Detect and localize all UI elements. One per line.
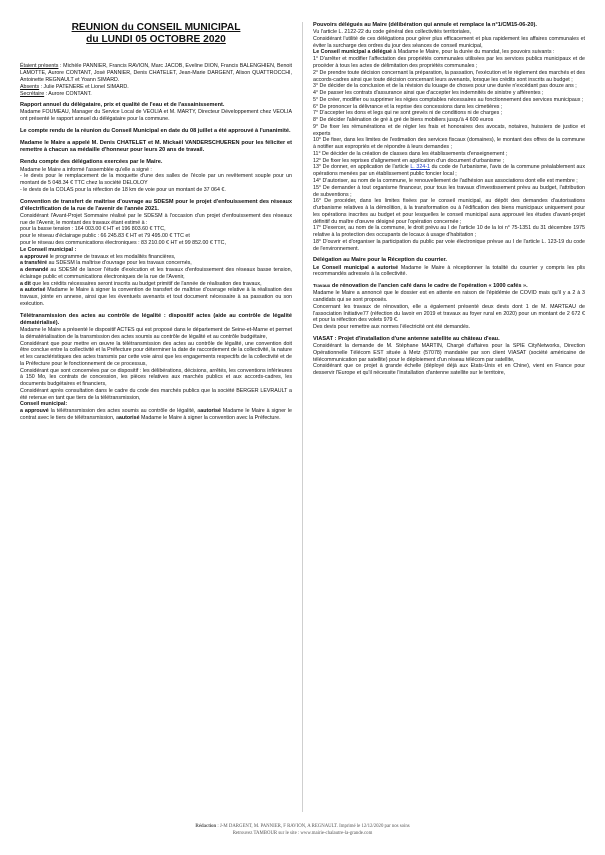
right-column: [313, 22, 585, 812]
rapport-heading: Rapport annuel du délégataire, prix et qualité de l'eau et de l'assainissement.: [20, 102, 225, 109]
pouvoir-item: 10° De fixer, dans les limites de l'estimation des services fiscaux (domaines), le montant des offres de la commune à notifier aux expropriés et de répondre à leurs demandes ;: [313, 137, 585, 151]
column-divider: [302, 22, 303, 812]
presents-label: Étaient présents: [20, 63, 59, 70]
sdesm-heading: Convention de transfert de maîtrise d'ouvrage au SDESM pour le projet d'enfouissement des réseaux d'électrification de la rue de l'avenir de l'année 2021.: [20, 198, 292, 212]
sdesm-c5-verb: a autorisé: [20, 287, 46, 294]
medaille-heading: Madame le Maire a appelé M. Denis CHATELET et M. Mickaël VANDERSCHUEREN pour les féliciter et remettre à chacun sa médaille d'honneur pour leurs 20 ans de travail.: [20, 140, 292, 154]
courrier-section: [313, 257, 585, 278]
courrier-text: Madame le Maire à réceptionner la totalité du courrier y compris les plis recommandés adressés à la collectivité.: [313, 264, 585, 278]
page-title: [20, 22, 292, 45]
courrier-bold: Le Conseil municipal a autorisé: [313, 264, 399, 271]
document-page: [20, 22, 585, 812]
pouvoir-item: 6° De prononcer la délivrance et la reprise des concessions dans les cimetières ;: [313, 103, 503, 110]
teletransmission-p4: Considérant après consultation dans le cadre du code des marchés publics que la société BERGER LEVRAULT a été retenue en tant que tiers de la télétransmission,: [20, 387, 292, 401]
absents-label: Absents: [20, 83, 40, 90]
teletransmission-c3-text: Madame le Maire à signer la convention avec la Préfecture.: [139, 414, 281, 421]
pouvoirs-p1: Vu l'article L. 2122-22 du code général des collectivités territoriales,: [313, 29, 472, 36]
viasat-heading: VIASAT : Projet d'installation d'une antenne satellite au château d'eau.: [313, 335, 500, 342]
sdesm-line-3: pour le réseau des communications électroniques : 83 210.00 € HT et 99 852.00 € TTC,: [20, 240, 226, 247]
pouvoir-item: 2° De prendre toute décision concernant la préparation, la passation, l'exécution et le règlement des marchés et des accords-cadres ainsi que toute décision concernant leurs avenants, lorsque les crédits sont inscrits au budget ;: [313, 69, 585, 83]
footer-label: Rédaction: [195, 824, 217, 829]
viasat-p2: Considérant que ce projet à grande échelle (déployé déjà aux Etats-Unis et en Chine), vient en France pour desservir l'Europe et qu'il nécessite l'installation d'antenne satellite sur le territoire,: [313, 363, 585, 377]
sdesm-text: Considérant l'Avant-Projet Sommaire réalisé par le SDESM à l'occasion d'un projet d'enfouissement des réseaux rue de l'Avenir, le montant des travaux étant estimé à :: [20, 212, 292, 226]
pouvoir-item: 9° De fixer les rémunérations et de régler les frais et honoraires des avocats, notaires, huissiers de justice et experts: [313, 123, 585, 137]
presents-text: : Michèle PANNIER, Francis RAVION, Marc JACOB, Eveline DION, Francis BALENGHIEN, Benoit LAMOTTE, Aurore CONTANT, José PANNIER, Denis CHATELET, Jean-Marie DARGENT, Alison QUATTROCCHI, Antoinette REGNAULT et Yoann SIMARD.: [20, 63, 292, 83]
cafe-p1: Madame le Maire a annoncé que le dossier est en attente en raison de l'épidémie de COVID mais qu'il y a 2 à 3 candidats qui se sont proposés.: [313, 290, 585, 304]
sdesm-c5-text: Madame le Maire à signer la convention de transfert de maîtrise d'ouvrage relative à la réalisation des travaux, jointe en annexe, ainsi que les éventuels avenants et tout document nécessaire à sa passation ou son exécution.: [20, 287, 292, 307]
pouvoir-item: 11° De décider de la création de classes dans les établissements d'enseignement ;: [313, 150, 508, 157]
pouvoirs-conseil-text: à Madame le Maire, pour la durée du mandat, les pouvoirs suivants :: [391, 49, 555, 56]
sdesm-conseil-label: Le Conseil municipal :: [20, 246, 77, 253]
pouvoirs-section: [313, 22, 585, 252]
article-l324-1-link[interactable]: L. 324-1: [410, 164, 430, 171]
viasat-section: [313, 336, 585, 377]
sdesm-c4-verb: a dit: [20, 280, 31, 287]
compte-rendu-heading: Le compte rendu de la réunion du Conseil Municipal en date du 08 juillet a été approuvé à l'unanimité.: [20, 127, 291, 134]
secretaire-label: Secrétaire: [20, 90, 45, 97]
delegations-heading: Rendu compte des délégations exercées par le Maire.: [20, 159, 163, 166]
pouvoir-item: 3° De décider de la conclusion et de la révision du louage de choses pour une durée n'excédant pas douze ans ;: [313, 83, 577, 90]
footer-website: Retrouvez TAMBOUR sur le site : www.mairie-chalautre-la-grande.com: [232, 831, 373, 837]
cafe-heading-small: Travaux: [313, 283, 331, 289]
teletransmission-c1-verb: a approuvé: [20, 408, 49, 415]
pouvoir-item: 5° De créer, modifier ou supprimer les régies comptables nécessaires au fonctionnement des services municipaux ;: [313, 96, 584, 103]
item13-text-a: 13° De donner, en application de l'article: [313, 164, 411, 171]
cafe-heading: de rénovation de l'ancien café dans le cadre de l'opération « 1000 cafés ».: [330, 283, 528, 290]
pouvoir-item-13: [313, 164, 585, 178]
pouvoir-item: 15° De demander à tout organisme financeur, pour tous les travaux d'investissement prévu au budget, l'attribution de subventions ;: [313, 184, 585, 198]
pouvoir-item: 7° D'accepter les dons et legs qui ne sont grevés ni de conditions ni de charges ;: [313, 110, 503, 117]
pouvoir-item: 4° De passer les contrats d'assurance ainsi que d'accepter les indemnités de sinistre y afférentes ;: [313, 90, 544, 97]
pouvoir-item: 18° D'ouvrir et d'organiser la participation du public par voie électronique prévue au I de l'article L. 123-19 du code de l'environnement.: [313, 238, 585, 252]
sdesm-c3-text: au SDESM de lancer l'étude d'exécution et les travaux d'enfouissement des réseaux basse tension, éclairage public et communications électroniques de la rue de l'Avenir,: [20, 267, 292, 280]
sdesm-section: [20, 199, 292, 308]
delegations-section: [20, 159, 292, 193]
sdesm-c3-verb: a demandé: [20, 267, 49, 274]
delegations-intro: Madame le Maire a informé l'assemblée qu'elle a signé :: [20, 166, 152, 173]
sdesm-c1-verb: a approuvé: [20, 253, 49, 260]
item13-text-b: du code de l'urbanisme, l'avis de la commune préalablement aux opérations menées par un établissement public foncier local ;: [313, 164, 585, 178]
pouvoir-item: 14° D'autoriser, au nom de la commune, le renouvellement de l'adhésion aux associations dont elle est membre ;: [313, 178, 578, 184]
title-line-1: RÉUNION du CONSEIL MUNICIPAL: [71, 22, 241, 33]
title-line-2: du LUNDI 05 OCTOBRE 2020: [86, 33, 226, 45]
teletransmission-p1: Madame le Maire a présenté le dispositif ACTES qui est proposé dans le département de Seine-et-Marne et permet la dématérialisation de la transmission des actes soumis au contrôle de légalité et au contrôle budgétaire,: [20, 326, 292, 340]
sdesm-c2-verb: a transféré: [20, 260, 48, 267]
footer-text: : J-M DARGENT, M. PANNIER, F RAVION, A REGNAULT. Imprimé le 12/12/2020 par nos soins: [216, 824, 410, 829]
pouvoirs-heading: Pouvoirs délégués au Maire (délibération qui annule et remplace la n°1/CM15-06-20).: [313, 22, 537, 28]
teletransmission-c2-text: Madame le Maire à signer le contrat avec le tiers de télétransmission, a: [20, 408, 292, 421]
courrier-heading: Délégation au Maire pour la Réception du courrier.: [313, 257, 447, 264]
sdesm-c4-text: que les crédits nécessaires seront inscrits au budget primitif de l'année de réalisation des travaux,: [30, 280, 262, 287]
attendance-section: [20, 63, 292, 97]
teletransmission-p3: Considérant que sont concernées par ce dispositif : les délibérations, décisions, arrêtés, les conventions inférieures à 150 Mo, les contrats de concession, les pièces relatives aux marchés publics et aux accords-cadres, les documents budgétaires et financiers,: [20, 367, 292, 388]
sdesm-line-1: pour la basse tension : 164 003.00 € HT et 196 803.60 € TTC,: [20, 226, 166, 233]
teletransmission-c2-verb: autorisé: [200, 408, 221, 415]
teletransmission-c1-text: la télétransmission des actes soumis au contrôle de légalité, a: [48, 408, 201, 415]
cafe-p2: Concernant les travaux de rénovation, elle a également présenté deux devis dont 1 de M. MARTEAU de l'association Initiative77 (réfection du lavoir en 2019 et travaux au foyer rural en 2020) pour un montant de 2 672 € et pour la réfection des volets 979 €.: [313, 303, 585, 324]
cafe-p3: Des devis pour remettre aux normes l'électricité ont été demandés.: [313, 324, 471, 331]
pouvoir-item: 1° D'arrêter et modifier l'affectation des propriétés communales utilisées par les services publics municipaux et de procéder à tous les actes de délimitation des propriétés communales ;: [313, 56, 585, 69]
rapport-text: Madame FOUMEAU, Manager du Service Local de VEOLIA et M. MARTY, Directeur Développement chez VEOLIA ont présenté le rapport annuel du délégataire pour la commune.: [20, 109, 292, 123]
rapport-section: [20, 102, 292, 123]
delegations-item-1: - le devis pour le remplacement de la moquette d'une des salles de l'école par un revêtement souple pour un montant de 5 048.34 € TTC chez la société DELOLOY: [20, 173, 292, 187]
cafe-section: [313, 283, 585, 331]
medaille-section: [20, 140, 292, 154]
pouvoir-item: 12° De fixer les reprises d'alignement en application d'un document d'urbanisme ;: [313, 157, 504, 164]
sdesm-c2-text: au SDESM la maîtrise d'ouvrage pour les travaux concernés,: [47, 260, 192, 267]
pouvoir-item: 17° D'exercer, au nom de la commune, le droit prévu au I de l'article 10 de la loi n° 75-1351 du 31 décembre 1975 relative à la protection des occupants de locaux à usage d'habitation ;: [313, 225, 585, 239]
teletransmission-section: [20, 313, 292, 422]
sdesm-line-2: pour le réseau d'éclairage public : 66 245.83 € HT et 79 495.00 € TTC et: [20, 233, 190, 240]
left-column: [20, 22, 292, 812]
compte-rendu-section: [20, 128, 292, 135]
page-footer: [0, 823, 605, 837]
teletransmission-c3-verb: autorisé: [118, 414, 140, 421]
pouvoir-item: 8° De décider l'aliénation de gré à gré de biens mobiliers jusqu'à 4 600 euros: [313, 117, 494, 124]
pouvoirs-p2: Considérant l'utilité de ces délégations pour gérer plus efficacement et plus rapidement les affaires communales et éviter la surcharge des ordres du jour des séances de conseil municipal,: [313, 35, 585, 49]
pouvoirs-conseil-bold: Le Conseil municipal a délégué: [313, 49, 392, 56]
teletransmission-heading: Télétransmission des actes au contrôle de légalité : dispositif actes (aide au contrôle de légalité dématérialisé).: [20, 312, 292, 326]
sdesm-c1-text: le programme de travaux et les modalités financières,: [48, 253, 176, 260]
teletransmission-conseil-label: Conseil municipal:: [20, 401, 68, 408]
viasat-p1: Considérant la demande de M. Stéphane MARTIN, Chargé d'affaires pour la SPIE CityNetworks, Direction Opérationnelle Télécom EST située à Metz (57078) mandatée par son client VIASAT (société américaine de télécommunication par satellite) pour le déploiement d'un réseau télécom par satellite,: [313, 343, 585, 363]
delegations-item-2: - le devis de la COLAS pour la réfection de 18 km de voie pour un montant de 37 064 €.: [20, 186, 226, 193]
absents-text: : Julie PATENERE et Lionel SIMARD.: [39, 83, 129, 90]
pouvoir-item: 16° De procéder, dans les limites fixées par le conseil municipal, au dépôt des demandes d'autorisations d'urbanisme relatives à la démolition, à la transformation ou à l'édification des biens municipaux uniquement pour les opérations inscrites au budget et pour lesquelles le conseil municipal aura approuvé les études d'avant-projet définitif du maître d'œuvre désigné pour l'opération concernée ;: [313, 198, 585, 225]
secretaire-text: : Aurore CONTANT.: [44, 90, 92, 97]
teletransmission-p2: Considérant que pour mettre en œuvre la télétransmission des actes au contrôle de légalité, une convention doit être conclue entre la collectivité et la Préfecture pour déterminer la date de raccordement de la collectivité, la nature et les caractéristiques des actes transmis par cette voie ainsi que les engagements respectifs de la collectivité et de la Préfecture pour le fonctionnement de ce processus,: [20, 340, 292, 367]
